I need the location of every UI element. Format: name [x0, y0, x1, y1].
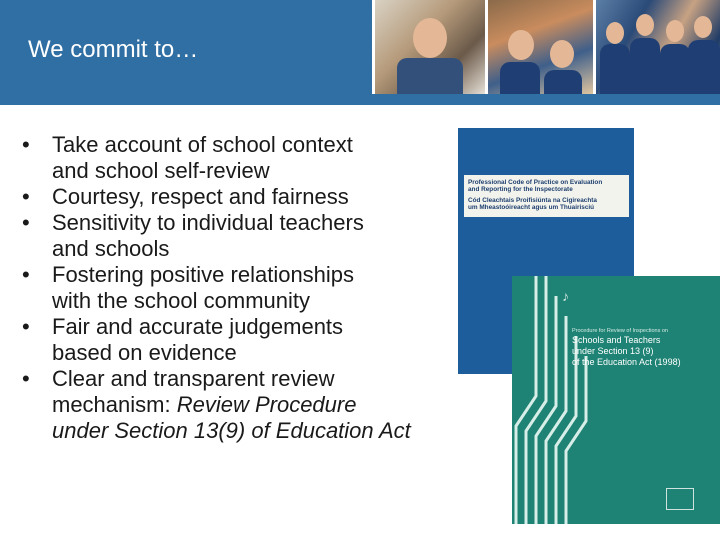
list-item: • Fostering positive relationships with the school community [22, 262, 355, 313]
book-title-label: Professional Code of Practice on Evaluation and Reporting for the Inspectorate Cód Cleachtais Proifisiúnta na Cigireachta um Mheastoóireacht agus um Thuairisciú [464, 175, 629, 217]
commitment-list [20, 132, 520, 444]
slide-title: We commit to… [28, 36, 199, 63]
bullet-marker: • [22, 184, 30, 209]
photo-students-cheering [593, 0, 720, 94]
list-item: • Courtesy, respect and fairness [22, 184, 349, 209]
list-item: • Clear and transparent review mechanism: Review Procedure under Section 13(9) of Education Act [22, 366, 411, 443]
book-title-text: Procedure for Review of Inspections on Schools and Teachers under Section 13 (9) of the Education Act (1998) [572, 328, 681, 367]
bullet-marker: • [22, 262, 30, 287]
bullet-marker: • [22, 210, 30, 235]
review-procedure-link-text: Review Procedure [176, 392, 357, 417]
book-cover-review-procedure [512, 276, 720, 524]
harp-emblem-icon: ♪ [562, 288, 569, 304]
department-crest-icon [666, 488, 694, 510]
list-item: • Sensitivity to individual teachers and schools [22, 210, 364, 261]
list-item: • Take account of school context and school self-review [22, 132, 353, 183]
bullet-marker: • [22, 314, 30, 339]
photo-classroom [485, 0, 593, 94]
photo-student-lab [372, 0, 485, 94]
bullet-marker: • [22, 132, 30, 157]
bullet-marker: • [22, 366, 30, 391]
list-item: • Fair and accurate judgements based on evidence [22, 314, 344, 365]
stripe-pattern-icon [512, 276, 602, 524]
